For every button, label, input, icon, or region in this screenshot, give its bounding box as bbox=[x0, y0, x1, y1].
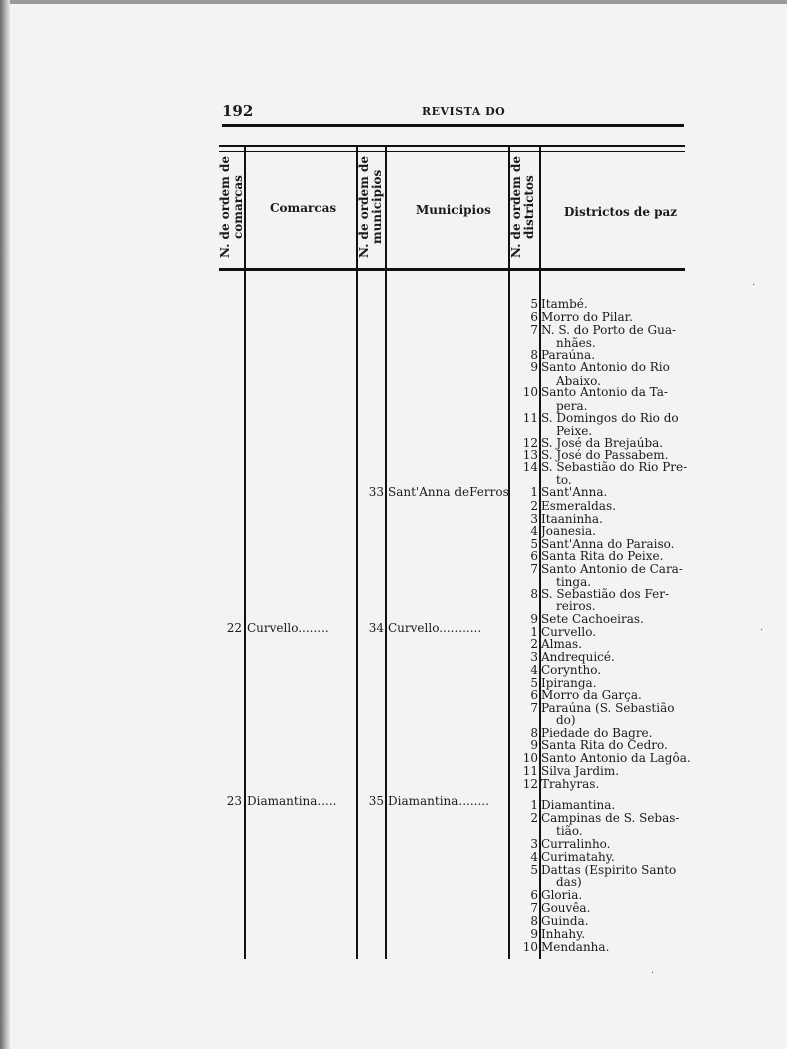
district-name-continuation: das) bbox=[556, 875, 582, 889]
district-number: 7 bbox=[530, 901, 538, 915]
district-name-continuation: nhães. bbox=[556, 336, 596, 350]
district-name: Paraúna. bbox=[541, 348, 596, 362]
district-name: Gloria. bbox=[541, 888, 583, 902]
district-name: Silva Jardim. bbox=[541, 764, 620, 778]
district-name: Gouvêa. bbox=[541, 901, 591, 915]
district-name: Paraúna (S. Sebastião bbox=[541, 701, 675, 715]
page-number: 192 bbox=[222, 102, 254, 120]
district-number: 6 bbox=[530, 549, 538, 563]
comarca-number: 23 bbox=[226, 794, 242, 808]
district-name: Santa Rita do Cedro. bbox=[541, 738, 668, 752]
district-number: 10 bbox=[522, 751, 538, 765]
district-number: 9 bbox=[530, 927, 538, 941]
district-name: Curvello. bbox=[541, 625, 597, 639]
district-name: Sant'Anna. bbox=[541, 485, 608, 499]
district-number: 2 bbox=[530, 811, 538, 825]
running-title: REVISTA DO bbox=[422, 105, 506, 118]
comarca-name: Curvello........ bbox=[247, 621, 329, 635]
district-name: Piedade do Bagre. bbox=[541, 726, 653, 740]
district-number: 10 bbox=[522, 385, 538, 399]
district-name: Curralinho. bbox=[541, 837, 611, 851]
body-divider-2 bbox=[356, 271, 358, 959]
scan-top-band bbox=[0, 0, 787, 4]
district-number: 9 bbox=[530, 612, 538, 626]
district-name: Inhahy. bbox=[541, 927, 586, 941]
district-number: 12 bbox=[522, 436, 538, 450]
district-number: 11 bbox=[522, 411, 538, 425]
col-header-municipio-no: N. de ordem de municipios bbox=[357, 156, 384, 259]
district-number: 2 bbox=[530, 499, 538, 513]
district-name: N. S. do Porto de Gua- bbox=[541, 323, 677, 337]
district-number: 8 bbox=[530, 348, 538, 362]
district-name: Campinas de S. Sebas- bbox=[541, 811, 680, 825]
district-name: Santo Antonio de Cara- bbox=[541, 562, 683, 576]
table-top-rule-thin bbox=[219, 151, 685, 152]
district-name-continuation: to. bbox=[556, 473, 572, 487]
district-name: S. Domingos do Rio do bbox=[541, 411, 679, 425]
district-name: S. Sebastião do Rio Pre- bbox=[541, 460, 688, 474]
district-number: 8 bbox=[530, 587, 538, 601]
district-number: 6 bbox=[530, 888, 538, 902]
district-number: 5 bbox=[530, 537, 538, 551]
district-number: 4 bbox=[530, 663, 538, 677]
district-number: 12 bbox=[522, 777, 538, 791]
header-divider-3 bbox=[385, 147, 387, 269]
municipio-number: 34 bbox=[368, 621, 384, 635]
district-name: Diamantina. bbox=[541, 798, 616, 812]
district-name: Santo Antonio da Ta- bbox=[541, 385, 668, 399]
district-name: S. Sebastião dos Fer- bbox=[541, 587, 670, 601]
district-number: 6 bbox=[530, 310, 538, 324]
district-name-continuation: tinga. bbox=[556, 575, 592, 589]
municipio-name: Curvello........... bbox=[388, 621, 482, 635]
district-number: 3 bbox=[530, 650, 538, 664]
municipio-number: 35 bbox=[368, 794, 384, 808]
district-name: Almas. bbox=[541, 637, 583, 651]
district-name-continuation: Peixe. bbox=[556, 424, 593, 438]
table-header-bottom-rule bbox=[219, 268, 685, 271]
district-name-continuation: tião. bbox=[556, 824, 583, 838]
district-number: 3 bbox=[530, 837, 538, 851]
district-name-continuation: do) bbox=[556, 713, 576, 727]
district-name: Joanesia. bbox=[541, 524, 596, 538]
district-number: 4 bbox=[530, 850, 538, 864]
district-number: 9 bbox=[530, 738, 538, 752]
district-name: S. José do Passabem. bbox=[541, 448, 669, 462]
district-name: Morro da Garça. bbox=[541, 688, 642, 702]
district-name: Ipiranga. bbox=[541, 676, 597, 690]
header-rule bbox=[222, 124, 684, 127]
district-name: Trahyras. bbox=[541, 777, 600, 791]
scan-speck: · bbox=[651, 968, 655, 979]
col-header-districto-no: N. de ordem de districtos bbox=[509, 156, 536, 259]
district-number: 8 bbox=[530, 914, 538, 928]
district-number: 10 bbox=[522, 940, 538, 954]
district-name: Sete Cachoeiras. bbox=[541, 612, 644, 626]
scan-speck: · bbox=[752, 280, 756, 291]
district-name: Andrequicé. bbox=[541, 650, 615, 664]
district-number: 5 bbox=[530, 863, 538, 877]
district-name-continuation: Abaixo. bbox=[556, 374, 601, 388]
district-number: 5 bbox=[530, 297, 538, 311]
district-number: 11 bbox=[522, 764, 538, 778]
district-number: 1 bbox=[530, 798, 538, 812]
col-header-districtos: Districtos de paz bbox=[564, 205, 678, 219]
district-number: 7 bbox=[530, 323, 538, 337]
district-number: 14 bbox=[522, 460, 538, 474]
district-name: Guinda. bbox=[541, 914, 589, 928]
district-name: Santa Rita do Peixe. bbox=[541, 549, 664, 563]
district-name: S. José da Brejaúba. bbox=[541, 436, 664, 450]
district-number: 1 bbox=[530, 625, 538, 639]
district-name: Santo Antonio da Lagôa. bbox=[541, 751, 691, 765]
district-number: 3 bbox=[530, 512, 538, 526]
col-header-municipios: Municipios bbox=[416, 203, 491, 217]
district-number: 13 bbox=[522, 448, 538, 462]
municipio-name: Sant'Anna deFerros bbox=[388, 485, 509, 499]
district-number: 4 bbox=[530, 524, 538, 538]
district-number: 1 bbox=[530, 485, 538, 499]
comarca-number: 22 bbox=[226, 621, 242, 635]
district-name-continuation: pera. bbox=[556, 399, 588, 413]
district-number: 5 bbox=[530, 676, 538, 690]
district-name: Curimatahy. bbox=[541, 850, 615, 864]
district-number: 7 bbox=[530, 701, 538, 715]
district-number: 9 bbox=[530, 360, 538, 374]
district-name: Esmeraldas. bbox=[541, 499, 616, 513]
municipio-number: 33 bbox=[368, 485, 384, 499]
district-name: Mendanha. bbox=[541, 940, 610, 954]
district-number: 8 bbox=[530, 726, 538, 740]
district-number: 7 bbox=[530, 562, 538, 576]
district-name-continuation: reiros. bbox=[556, 599, 596, 613]
district-name: Dattas (Espirito Santo bbox=[541, 863, 677, 877]
district-name: Santo Antonio do Rio bbox=[541, 360, 670, 374]
table-top-rule bbox=[219, 145, 685, 147]
col-header-comarcas: Comarcas bbox=[270, 201, 337, 215]
comarca-name: Diamantina..... bbox=[247, 794, 337, 808]
header-divider-5 bbox=[539, 147, 541, 269]
district-number: 6 bbox=[530, 688, 538, 702]
municipio-name: Diamantina........ bbox=[388, 794, 489, 808]
scan-speck: · bbox=[760, 625, 764, 636]
district-name: Itambé. bbox=[541, 297, 588, 311]
district-name: Coryntho. bbox=[541, 663, 602, 677]
district-name: Morro do Pilar. bbox=[541, 310, 633, 324]
body-divider-3 bbox=[385, 271, 387, 959]
col-header-comarca-no: N. de ordem de comarcas bbox=[218, 156, 245, 259]
scan-page-edge bbox=[0, 0, 10, 1049]
district-number: 2 bbox=[530, 637, 538, 651]
body-divider-1 bbox=[244, 271, 246, 959]
page-header bbox=[222, 102, 684, 124]
district-name: Sant'Anna do Paraiso. bbox=[541, 537, 675, 551]
district-name: Itaaninha. bbox=[541, 512, 603, 526]
